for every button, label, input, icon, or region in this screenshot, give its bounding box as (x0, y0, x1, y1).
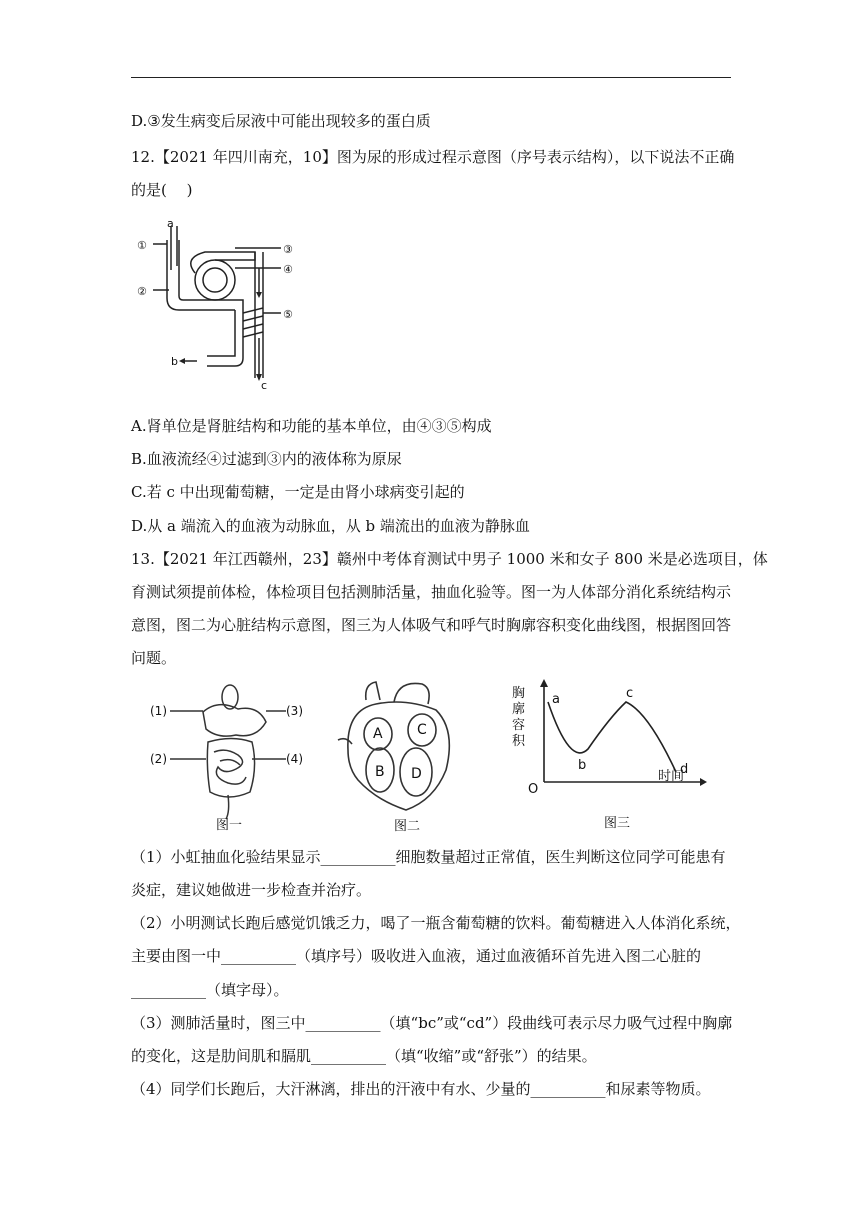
label-5: ⑤ (283, 308, 293, 321)
header-rule (131, 77, 731, 78)
fig1-label-2: (2) (150, 752, 167, 766)
label-b: b (171, 355, 178, 368)
fig1-label-1: (1) (150, 704, 167, 718)
q11-option-d: D.③发生病变后尿液中可能出现较多的蛋白质 (131, 112, 431, 130)
q12-option-d: D.从 a 端流入的血液为动脉血，从 b 端流出的血液为静脉血 (131, 517, 530, 535)
q13-stem-line2: 育测试须提前体检，体检项目包括测肺活量，抽血化验等。图一为人体部分消化系统结构示 (131, 583, 732, 601)
fig3-point-c: c (626, 686, 634, 701)
q13-question-2c: __________（填字母）。 (131, 981, 289, 999)
fig3-xlabel: 时间 (658, 769, 685, 784)
label-3: ③ (283, 243, 293, 256)
q13-question-1a: （1）小虹抽血化验结果显示__________细胞数量超过正常值，医生判断这位同学可能患有 (131, 848, 726, 866)
q12-option-b: B.血液流经④过滤到③内的液体称为原尿 (131, 450, 402, 468)
q13-question-4: （4）同学们长跑后，大汗淋漓，排出的汗液中有水、少量的__________和尿素等物质。 (131, 1080, 711, 1098)
q12-option-a: A.肾单位是肾脏结构和功能的基本单位，由④③⑤构成 (131, 417, 492, 435)
q13-question-3a: （3）测肺活量时，图三中__________（填“bc”或“cd”）段曲线可表示尽力吸气过程中胸廓 (131, 1014, 733, 1032)
q13-question-2a: （2）小明测试长跑后感觉饥饿乏力，喝了一瓶含葡萄糖的饮料。葡萄糖进入人体消化系统， (131, 914, 741, 932)
fig3-point-a: a (552, 692, 560, 707)
label-2: ② (137, 285, 147, 298)
label-c: c (261, 379, 268, 390)
fig3-point-b: b (578, 758, 587, 773)
fig3-origin: O (528, 782, 539, 797)
fig3-ylabel-1: 胸 (512, 686, 526, 701)
fig2-label-A: A (373, 726, 383, 742)
label-a: a (167, 218, 174, 230)
label-1: ① (137, 239, 147, 252)
fig3-ylabel-3: 容 (512, 718, 526, 733)
fig3-ylabel-4: 积 (512, 734, 526, 749)
q12-option-c: C.若 c 中出现葡萄糖，一定是由肾小球病变引起的 (131, 483, 465, 501)
q13-question-2b: 主要由图一中__________（填序号）吸收进入血液，通过血液循环首先进入图二心脏的 (131, 947, 702, 965)
q12-stem-line1: 12.【2021 年四川南充，10】图为尿的形成过程示意图（序号表示结构），以下说法不正确 (131, 148, 735, 166)
q13-stem-line4: 问题。 (131, 649, 177, 667)
digestive-system-diagram (148, 677, 313, 837)
q12-stem-line2: 的是( ) (131, 181, 193, 199)
fig1-label-3: (3) (286, 704, 303, 718)
thoracic-volume-chart (508, 677, 708, 837)
heart-diagram (336, 680, 466, 835)
fig2-caption: 图二 (394, 819, 421, 834)
fig2-label-C: C (417, 722, 427, 738)
fig2-label-B: B (375, 764, 385, 780)
nephron-diagram (135, 218, 305, 390)
q13-stem-line1: 13.【2021 年江西赣州，23】赣州中考体育测试中男子 1000 米和女子 800 米是必选项目，体 (131, 550, 768, 568)
fig1-label-4: (4) (286, 752, 303, 766)
q13-question-1b: 炎症，建议她做进一步检查并治疗。 (131, 881, 372, 899)
label-4: ④ (283, 263, 293, 276)
fig1-caption: 图一 (216, 818, 243, 833)
q13-question-3b: 的变化，这是肋间肌和膈肌__________（填“收缩”或“舒张”）的结果。 (131, 1047, 597, 1065)
fig3-ylabel-2: 廓 (512, 702, 526, 717)
q13-stem-line3: 意图，图二为心脏结构示意图，图三为人体吸气和呼气时胸廓容积变化曲线图，根据图回答 (131, 616, 732, 634)
fig2-label-D: D (411, 766, 422, 782)
fig3-point-d: d (680, 762, 689, 777)
fig3-caption: 图三 (604, 816, 631, 831)
